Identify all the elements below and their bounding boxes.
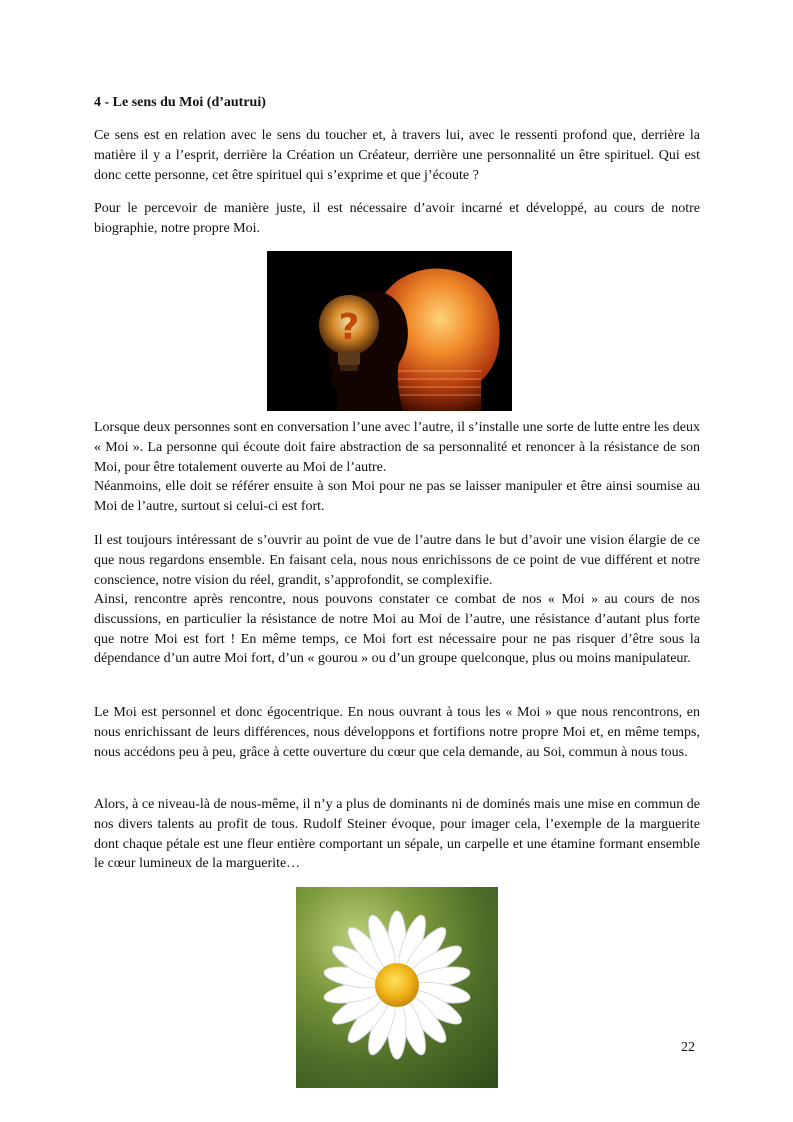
daisy-image — [296, 887, 498, 1088]
lightbulb-head-image — [267, 251, 512, 411]
paragraph-7: Le Moi est personnel et donc égocentrique. En nous ouvrant à tous les « Moi » que nous rencontrons, en nous enrichissant de leurs différences, nous développons et fortifions notre propre Moi et, en même temps, nous accédons peu à peu, grâce à cette ouverture du cœur que cela demande, au Soi, commun à nous tous. — [94, 705, 700, 760]
paragraph-2: Pour le percevoir de manière juste, il est nécessaire d’avoir incarné et développé, au cours de notre biographie, notre propre Moi. — [94, 201, 700, 236]
daisy-illustration — [296, 887, 498, 1088]
section-heading: 4 - Le sens du Moi (d’autrui) — [94, 95, 266, 110]
paragraph-4: Néanmoins, elle doit se référer ensuite à son Moi pour ne pas se laisser manipuler et être ainsi soumise au Moi de l’autre, surtout si celui-ci est fort. — [94, 479, 700, 514]
paragraph-1: Ce sens est en relation avec le sens du toucher et, à travers lui, avec le ressenti profond que, derrière la matière il y a l’esprit, derrière la Création un Créateur, derrière une personnalité un être spirituel. Qui est donc cette personne, cet être spirituel qui s’exprime et que j’écoute ? — [94, 128, 700, 183]
paragraph-5: Il est toujours intéressant de s’ouvrir au point de vue de l’autre dans le but d’avoir une vision élargie de ce que nous regardons ensemble. En faisant cela, nous nous enrichissons de ce point de vue différent et notre conscience, notre vision du réel, grandit, s’approfondit, se complexifie. — [94, 533, 700, 588]
paragraph-6: Ainsi, rencontre après rencontre, nous pouvons constater ce combat de nos « Moi » au cours de nos discussions, en particulier la résistance de notre Moi au Moi de l’autre, une résistance d’autant plus forte que notre Moi est fort ! En même temps, ce Moi fort est nécessaire pour ne pas risquer d’être sous la dépendance d’un autre Moi fort, d’un « gourou » ou d’un groupe quelconque, plus ou moins manipulateur. — [94, 592, 700, 667]
paragraph-3: Lorsque deux personnes sont en conversation l’une avec l’autre, il s’installe une sorte de lutte entre les deux « Moi ». La personne qui écoute doit faire abstraction de sa personnalité et renoncer à la résistance de son Moi, pour être totalement ouverte au Moi de l’autre. — [94, 420, 700, 475]
svg-text:?: ? — [338, 307, 360, 348]
paragraph-8: Alors, à ce niveau-là de nous-même, il n’y a plus de dominants ni de dominés mais une mise en commun de nos divers talents au profit de tous. Rudolf Steiner évoque, pour imager cela, l’exemple de la marguerite dont chaque pétale est une fleur entière comportant un sépale, un carpelle et une étamine formant ensemble le cœur lumineux de la marguerite… — [94, 797, 700, 872]
page-number: 22 — [681, 1040, 695, 1055]
lightbulb-head-illustration — [267, 251, 512, 411]
